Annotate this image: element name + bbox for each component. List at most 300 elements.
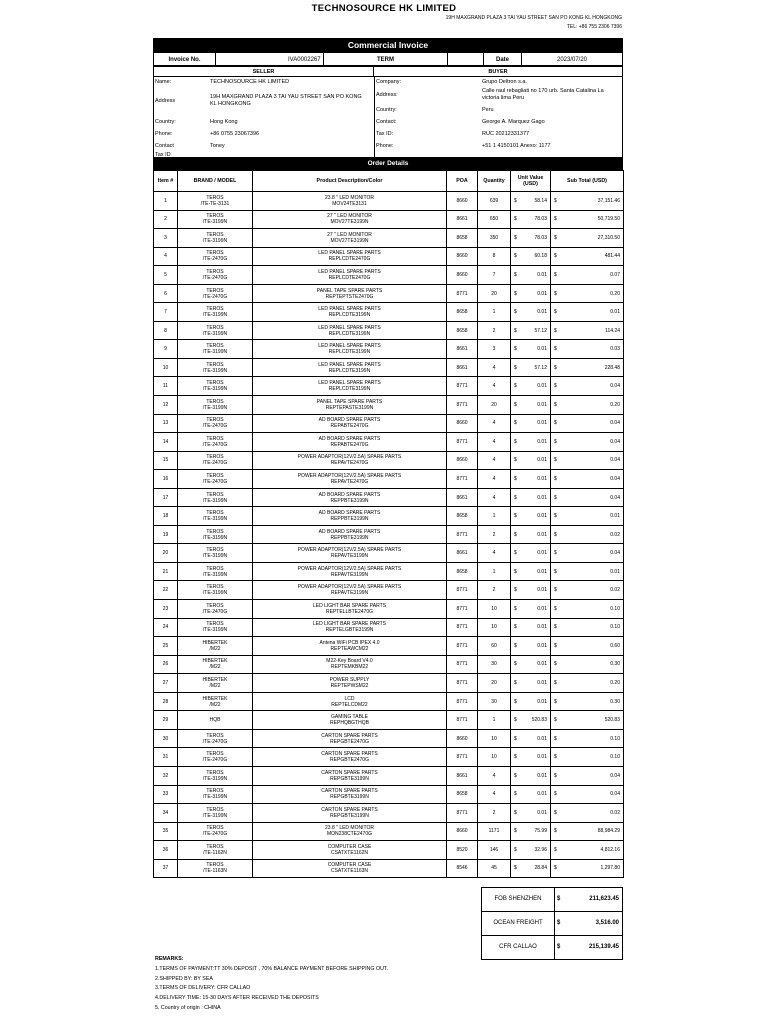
- quantity: [478, 618, 511, 637]
- subtotal-text: 0.01: [610, 513, 620, 520]
- description-text: AD BOARD SPARE PARTS: [318, 528, 381, 535]
- model-text: /TE-2470G: [202, 274, 228, 281]
- currency-symbol: $: [554, 309, 557, 316]
- quantity: [478, 377, 511, 396]
- table-row: [154, 470, 624, 489]
- quantity-text: 10: [491, 754, 497, 761]
- poa-text: 8660: [456, 735, 468, 742]
- brand-text: TEROS: [206, 417, 224, 424]
- unit-value: [511, 692, 551, 711]
- product-code-text: REPPBTE3199N: [330, 516, 369, 523]
- currency-symbol: $: [557, 944, 561, 950]
- unit-value-text: 520.83: [531, 717, 547, 724]
- brand-model: [178, 600, 253, 619]
- description-text: POWER ADAPTOR(12V/2.5A) SPARE PARTS: [297, 547, 402, 554]
- currency-symbol: $: [554, 679, 557, 686]
- currency-symbol: $: [514, 253, 517, 260]
- subtotal: [551, 562, 624, 581]
- model-text: /TE-2470G: [202, 441, 228, 448]
- subtotal-text: 0.04: [610, 791, 620, 798]
- poa-text: 8658: [456, 568, 468, 575]
- brand-text: TEROS: [206, 825, 224, 832]
- item-number: [154, 785, 178, 804]
- description-text: 27 " LED MONITOR: [327, 213, 372, 220]
- brand-text: TEROS: [206, 621, 224, 628]
- brand-text: TEROS: [206, 398, 224, 405]
- subtotal: [551, 377, 624, 396]
- currency-symbol: $: [554, 865, 557, 872]
- quantity: [478, 785, 511, 804]
- product-description: [253, 766, 447, 785]
- brand-model: [178, 544, 253, 563]
- item-number: [154, 340, 178, 359]
- subtotal-text: 0.30: [610, 661, 620, 668]
- item-number: [154, 748, 178, 767]
- subtotal-text: 0.01: [610, 309, 620, 316]
- item-number: [154, 544, 178, 563]
- product-code-text: REPGBTE2470G: [330, 738, 369, 745]
- item-number-text: 20: [162, 550, 169, 557]
- total-value: [555, 888, 619, 911]
- subtotal-text: 0.02: [610, 809, 620, 816]
- poa: [447, 841, 478, 860]
- brand-text: TEROS: [206, 732, 224, 739]
- poa-text: 8771: [456, 698, 468, 705]
- table-row: [154, 655, 624, 674]
- poa-text: 8771: [456, 679, 468, 686]
- poa: [447, 414, 478, 433]
- currency-symbol: $: [514, 679, 517, 686]
- poa: [447, 544, 478, 563]
- table-row: [154, 321, 624, 340]
- company-phone: TEL: +86 755 2306 7396: [566, 24, 622, 30]
- poa: [447, 711, 478, 730]
- unit-value-text: 0.01: [537, 383, 547, 390]
- brand-model: [178, 711, 253, 730]
- subtotal-text: 0.20: [610, 401, 620, 408]
- brand-text: TEROS: [206, 491, 224, 498]
- unit-value-text: 0.01: [537, 642, 547, 649]
- unit-value-text: 0.01: [537, 550, 547, 557]
- poa-text: 8660: [456, 457, 468, 464]
- product-description: [253, 470, 447, 489]
- description-text: LED PANEL SPARE PARTS: [318, 306, 381, 313]
- company-address: 19H MAXGRAND PLAZA 3 TAI YAU STREET SAN PO KONG KL HONGKONG: [445, 15, 622, 21]
- item-number: [154, 581, 178, 600]
- item-number-text: 23: [162, 605, 169, 612]
- product-description: [253, 321, 447, 340]
- table-row: [154, 192, 624, 211]
- subtotal: [551, 488, 624, 507]
- subtotal: [551, 247, 624, 266]
- currency-symbol: $: [554, 475, 557, 482]
- quantity: [478, 433, 511, 452]
- term-value: [448, 53, 484, 67]
- brand-text: HQB: [209, 717, 221, 724]
- subtotal: [551, 525, 624, 544]
- poa-text: 8771: [456, 401, 468, 408]
- item-number-text: 2: [164, 216, 167, 223]
- buyer-phone: +51 1 4150101 Anexo: 1177: [482, 143, 551, 149]
- poa: [447, 229, 478, 248]
- model-text: /TE-2470G: [202, 738, 228, 745]
- poa: [447, 766, 478, 785]
- unit-value-text: 0.01: [537, 531, 547, 538]
- currency-symbol: $: [554, 346, 557, 353]
- date-label: Date: [484, 53, 522, 67]
- subtotal-text: 0.60: [610, 642, 620, 649]
- quantity: [478, 192, 511, 211]
- poa: [447, 507, 478, 526]
- unit-value: [511, 711, 551, 730]
- unit-value-text: 0.01: [537, 679, 547, 686]
- description-text: LED LIGHT BAR SPARE PARTS: [313, 621, 386, 628]
- table-row: [154, 748, 624, 767]
- item-number: [154, 414, 178, 433]
- poa: [447, 451, 478, 470]
- quantity: [478, 859, 511, 878]
- model-text: /TE-3199N: [202, 534, 228, 541]
- currency-symbol: $: [554, 364, 557, 371]
- currency-symbol: $: [514, 234, 517, 241]
- subtotal-text: 0.01: [610, 568, 620, 575]
- seller-phone-label: Phone:: [155, 131, 173, 137]
- subtotal: [551, 321, 624, 340]
- poa-text: 8660: [456, 828, 468, 835]
- product-description: [253, 711, 447, 730]
- product-code-text: MOV24TE3131: [332, 200, 367, 207]
- product-code-text: REPTEPTSTE2470G: [325, 293, 374, 300]
- poa-text: 8771: [456, 754, 468, 761]
- brand-text: HIBERTEK: [202, 695, 228, 702]
- subtotal: [551, 358, 624, 377]
- item-number-text: 9: [164, 346, 167, 353]
- item-number: [154, 562, 178, 581]
- quantity: [478, 488, 511, 507]
- unit-value-text: 0.01: [537, 346, 547, 353]
- product-code-text: CSATXTE1162N: [330, 849, 369, 856]
- product-code-text: MON238CTE2470G: [326, 831, 373, 838]
- brand-model: [178, 804, 253, 823]
- quantity: [478, 303, 511, 322]
- unit-value-text: 0.01: [537, 624, 547, 631]
- brand-model: [178, 192, 253, 211]
- item-number-text: 11: [162, 383, 169, 390]
- product-code-text: REPABTE2470G: [330, 441, 369, 448]
- item-number-text: 30: [162, 735, 169, 742]
- product-description: [253, 525, 447, 544]
- unit-value: [511, 748, 551, 767]
- product-code-text: CSATXTE1163N: [330, 868, 369, 875]
- brand-model: [178, 841, 253, 860]
- currency-symbol: $: [554, 253, 557, 260]
- unit-value: [511, 729, 551, 748]
- item-number: [154, 303, 178, 322]
- model-text: /TE-3199N: [202, 516, 228, 523]
- poa: [447, 433, 478, 452]
- product-description: [253, 451, 447, 470]
- description-text: AD BOARD SPARE PARTS: [318, 435, 381, 442]
- subtotal: [551, 748, 624, 767]
- product-code-text: REPLCDTE3199N: [328, 386, 371, 393]
- subtotal: [551, 544, 624, 563]
- table-row: [154, 414, 624, 433]
- description-text: LED PANEL SPARE PARTS: [318, 380, 381, 387]
- brand-model: [178, 562, 253, 581]
- poa-text: 8661: [456, 550, 468, 557]
- table-row: [154, 637, 624, 656]
- unit-value-text: 0.01: [537, 475, 547, 482]
- brand-text: HIBERTEK: [202, 676, 228, 683]
- unit-value: [511, 562, 551, 581]
- brand-text: TEROS: [206, 547, 224, 554]
- subtotal-text: 27,310.50: [597, 234, 620, 241]
- item-number-text: 34: [162, 809, 169, 816]
- unit-value: [511, 451, 551, 470]
- subtotal: [551, 655, 624, 674]
- item-number: [154, 674, 178, 693]
- description-text: CARTON SPARE PARTS: [321, 769, 378, 776]
- product-description: [253, 488, 447, 507]
- quantity-text: 1: [492, 568, 496, 575]
- quantity: [478, 266, 511, 285]
- brand-text: TEROS: [206, 510, 224, 517]
- item-number: [154, 711, 178, 730]
- item-number: [154, 451, 178, 470]
- product-description: [253, 507, 447, 526]
- product-description: [253, 192, 447, 211]
- brand-text: TEROS: [206, 862, 224, 869]
- invoice-meta-row: [153, 52, 623, 66]
- product-code-text: REPTELGBTE3199N: [325, 627, 374, 634]
- currency-symbol: $: [554, 624, 557, 631]
- brand-text: HIBERTEK: [202, 658, 228, 665]
- subtotal: [551, 692, 624, 711]
- quantity-text: 7: [492, 271, 496, 278]
- poa-text: 8658: [456, 513, 468, 520]
- buyer-taxid: RUC 20212331377: [482, 131, 530, 137]
- item-number: [154, 358, 178, 377]
- unit-value-text: 0.01: [537, 457, 547, 464]
- subtotal: [551, 711, 624, 730]
- currency-symbol: $: [514, 438, 517, 445]
- product-description: [253, 841, 447, 860]
- currency-symbol: $: [514, 457, 517, 464]
- unit-value: [511, 192, 551, 211]
- product-code-text: MOV27TE3199N: [330, 237, 369, 244]
- poa: [447, 748, 478, 767]
- poa-text: 8771: [456, 809, 468, 816]
- quantity: [478, 692, 511, 711]
- product-description: [253, 377, 447, 396]
- currency-symbol: $: [514, 271, 517, 278]
- poa: [447, 210, 478, 229]
- product-code-text: REPAVTE3199N: [330, 553, 369, 560]
- remark-line: 1.TERMS OF PAYMENT:TT 30% DEPOSIT , 70% BALANCE PAYMENT BEFORE SHIPPING OUT.: [155, 965, 389, 972]
- subtotal-text: 0.03: [610, 346, 620, 353]
- model-text: /TE-3199N: [202, 367, 228, 374]
- poa-text: 8661: [456, 216, 468, 223]
- buyer-heading: BUYER: [374, 67, 622, 77]
- brand-model: [178, 766, 253, 785]
- currency-symbol: $: [554, 846, 557, 853]
- product-description: [253, 358, 447, 377]
- model-text: /TE-3199N: [202, 775, 228, 782]
- brand-model: [178, 637, 253, 656]
- quantity: [478, 229, 511, 248]
- quantity: [478, 544, 511, 563]
- product-code-text: REPAVTE3199N: [330, 571, 369, 578]
- brand-model: [178, 470, 253, 489]
- poa-text: 8660: [456, 197, 468, 204]
- brand-model: [178, 692, 253, 711]
- product-description: [253, 340, 447, 359]
- poa: [447, 637, 478, 656]
- poa: [447, 692, 478, 711]
- currency-symbol: $: [554, 772, 557, 779]
- brand-text: TEROS: [206, 361, 224, 368]
- invoice-no-label: Invoice No.: [154, 53, 216, 67]
- quantity-text: 4: [492, 364, 496, 371]
- subtotal: [551, 433, 624, 452]
- poa-text: 8520: [456, 846, 468, 853]
- product-code-text: REPGBTE3199N: [330, 812, 369, 819]
- description-text: POWER ADAPTOR(12V/2.5A) SPARE PARTS: [297, 472, 402, 479]
- product-description: [253, 637, 447, 656]
- currency-symbol: $: [554, 531, 557, 538]
- unit-value-text: 0.01: [537, 401, 547, 408]
- subtotal: [551, 266, 624, 285]
- quantity: [478, 804, 511, 823]
- product-description: [253, 692, 447, 711]
- table-row: [154, 600, 624, 619]
- unit-value-text: 0.01: [537, 772, 547, 779]
- quantity-text: 2: [492, 327, 496, 334]
- unit-value: [511, 655, 551, 674]
- item-number: [154, 525, 178, 544]
- poa: [447, 377, 478, 396]
- product-description: [253, 303, 447, 322]
- item-number-text: 29: [162, 717, 169, 724]
- poa-text: 8546: [456, 865, 468, 872]
- item-number: [154, 210, 178, 229]
- item-number: [154, 692, 178, 711]
- subtotal-text: 37,151.46: [597, 197, 620, 204]
- poa: [447, 729, 478, 748]
- model-text: /TE-3199N: [202, 349, 228, 356]
- product-description: [253, 600, 447, 619]
- product-description: [253, 785, 447, 804]
- order-items-table: [153, 170, 624, 878]
- product-description: [253, 229, 447, 248]
- item-number: [154, 618, 178, 637]
- model-text: /TE-2470G: [202, 831, 228, 838]
- seller-heading: SELLER: [154, 67, 374, 77]
- table-row: [154, 841, 624, 860]
- table-row: [154, 488, 624, 507]
- item-number: [154, 859, 178, 878]
- unit-value-text: 0.01: [537, 290, 547, 297]
- unit-value-text: 0.01: [537, 605, 547, 612]
- item-number-text: 37: [162, 865, 169, 872]
- quantity-text: 639: [489, 197, 499, 204]
- unit-value-text: 0.01: [537, 791, 547, 798]
- table-row: [154, 358, 624, 377]
- subtotal: [551, 674, 624, 693]
- product-code-text: REPTEPWSM22: [330, 682, 369, 689]
- brand-model: [178, 488, 253, 507]
- quantity-text: 4: [492, 791, 496, 798]
- item-number-text: 22: [162, 587, 169, 594]
- table-row: [154, 618, 624, 637]
- currency-symbol: $: [554, 698, 557, 705]
- item-number-text: 21: [162, 568, 169, 575]
- table-row: [154, 433, 624, 452]
- brand-model: [178, 822, 253, 841]
- quantity-text: 4: [492, 550, 496, 557]
- poa-text: 8771: [456, 438, 468, 445]
- total-label: FOB SHENZHEN: [482, 888, 555, 911]
- unit-value: [511, 637, 551, 656]
- currency-symbol: $: [514, 772, 517, 779]
- subtotal: [551, 210, 624, 229]
- item-number-text: 26: [162, 661, 169, 668]
- subtotal-text: 0.04: [610, 457, 620, 464]
- product-code-text: REPLCDTE2470G: [328, 256, 371, 263]
- brand-model: [178, 340, 253, 359]
- model-text: /M22: [209, 701, 221, 708]
- currency-symbol: $: [514, 791, 517, 798]
- product-description: [253, 581, 447, 600]
- item-number-text: 4: [164, 253, 167, 260]
- total-amount: 3,516.00: [595, 920, 619, 926]
- unit-value-text: 0.01: [537, 309, 547, 316]
- poa: [447, 785, 478, 804]
- unit-value: [511, 210, 551, 229]
- quantity: [478, 822, 511, 841]
- model-text: /TE-1163N: [203, 868, 227, 875]
- subtotal: [551, 414, 624, 433]
- description-text: COMPUTER CASE: [327, 843, 372, 850]
- product-code-text: REPHQBGTHQB: [330, 720, 369, 727]
- col-subtotal: Sub Total (USD): [551, 171, 624, 192]
- currency-symbol: $: [514, 846, 517, 853]
- quantity: [478, 321, 511, 340]
- quantity: [478, 600, 511, 619]
- currency-symbol: $: [554, 568, 557, 575]
- currency-symbol: $: [514, 735, 517, 742]
- item-number-text: 28: [162, 698, 169, 705]
- unit-value: [511, 859, 551, 878]
- unit-value-text: 78.03: [534, 216, 547, 223]
- poa-text: 8771: [456, 475, 468, 482]
- currency-symbol: $: [554, 383, 557, 390]
- currency-symbol: $: [514, 327, 517, 334]
- product-description: [253, 266, 447, 285]
- table-row: [154, 340, 624, 359]
- remarks-block: [155, 955, 388, 1014]
- quantity-text: 10: [491, 605, 497, 612]
- brand-text: TEROS: [206, 472, 224, 479]
- unit-value-text: 0.01: [537, 587, 547, 594]
- description-text: POWER ADAPTOR(12V/2.5A) SPARE PARTS: [297, 565, 402, 572]
- quantity: [478, 414, 511, 433]
- brand-model: [178, 525, 253, 544]
- unit-value-text: 60.18: [534, 253, 547, 260]
- currency-symbol: $: [554, 828, 557, 835]
- quantity: [478, 247, 511, 266]
- product-description: [253, 804, 447, 823]
